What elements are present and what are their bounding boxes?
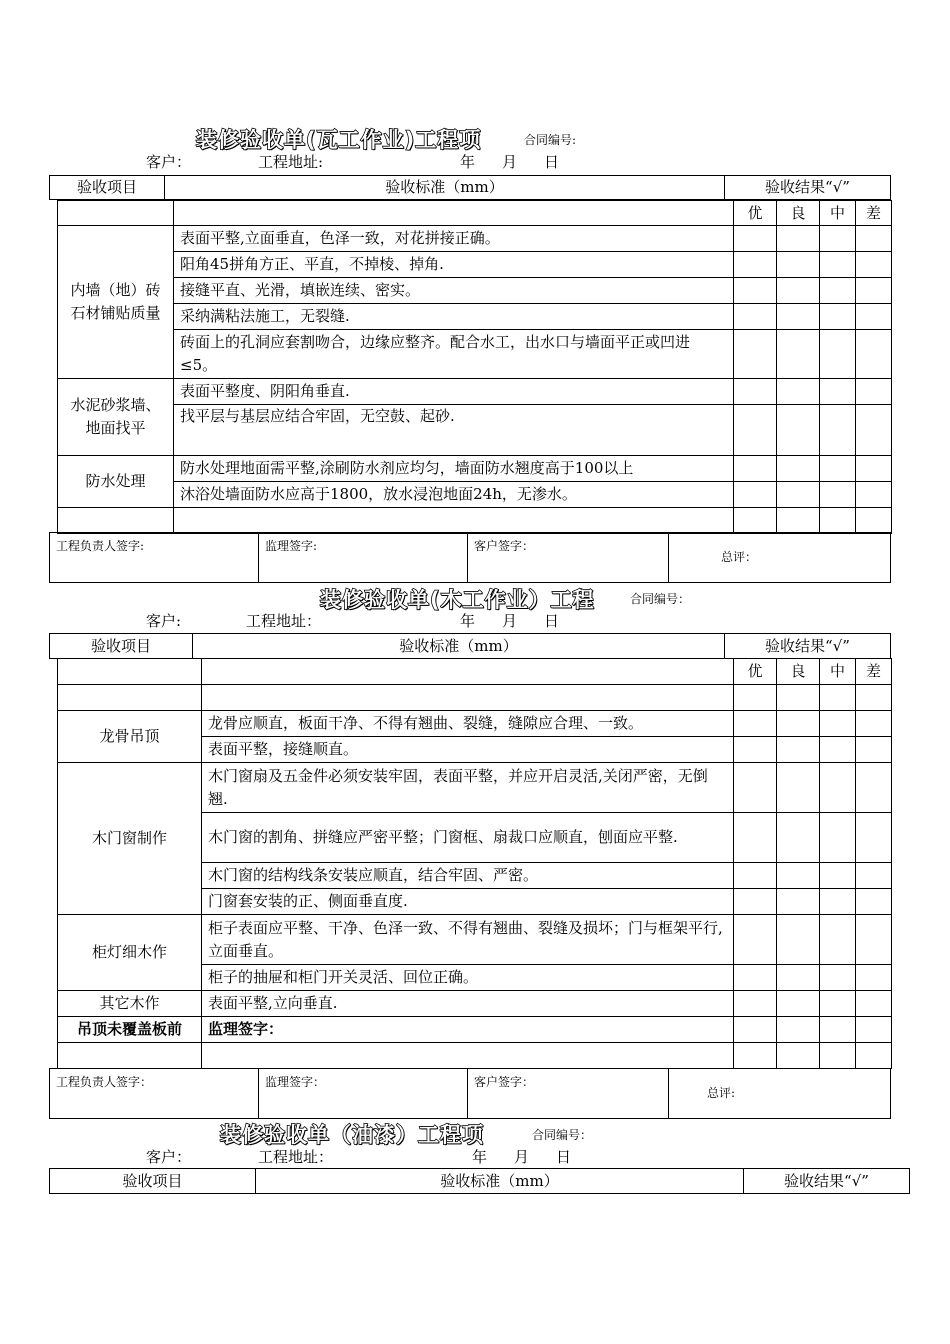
form1-standard-row: 采纳满粘法施工，无裂缝. (174, 304, 734, 330)
form2-standard-row: 木门窗扇及五金件必须安装牢固，表面平整，并应开启灵活,关闭严密，无倒翘. (202, 763, 734, 813)
result-cell[interactable] (820, 813, 856, 863)
form3-month-label: 月 (514, 1148, 530, 1166)
result-cell[interactable] (777, 278, 820, 304)
result-cell[interactable] (734, 991, 777, 1017)
result-cell[interactable] (820, 863, 856, 889)
result-cell[interactable] (856, 304, 892, 330)
result-cell[interactable] (734, 252, 777, 278)
result-cell[interactable] (856, 405, 892, 456)
result-cell[interactable] (856, 813, 892, 863)
result-cell[interactable] (734, 1017, 777, 1043)
result-cell[interactable] (820, 763, 856, 813)
form3-address-label: 工程地址： (258, 1148, 334, 1166)
result-cell[interactable] (856, 456, 892, 482)
form2-blank-cell (58, 1043, 202, 1069)
form2-blank-cell (58, 685, 202, 711)
form2-blank-cell (202, 685, 734, 711)
result-cell[interactable] (856, 763, 892, 813)
form2-standard-row: 木门窗的结构线条安装应顺直，结合牢固、严密。 (202, 863, 734, 889)
form1-blank-cell (174, 508, 734, 534)
result-cell[interactable] (820, 991, 856, 1017)
form3-header-table (49, 1168, 910, 1194)
form2-day-label: 日 (544, 612, 560, 630)
result-cell[interactable] (820, 1017, 856, 1043)
result-cell[interactable] (820, 889, 856, 915)
result-cell[interactable] (820, 508, 856, 534)
form2-group-other: 其它木作 (58, 991, 202, 1017)
form2-standard-row: 柜子的抽屉和柜门开关灵活、回位正确。 (202, 965, 734, 991)
result-cell[interactable] (856, 737, 892, 763)
result-cell[interactable] (856, 1043, 892, 1069)
form2-standard-row: 柜子表面应平整、干净、色泽一致、不得有翘曲、裂缝及损坏；门与框架平行,立面垂直。 (202, 915, 734, 965)
result-cell[interactable] (820, 252, 856, 278)
form1-grade-medium: 中 (820, 201, 856, 226)
result-cell[interactable] (777, 456, 820, 482)
result-cell[interactable] (777, 863, 820, 889)
form1-group-waterproof: 防水处理 (58, 456, 174, 508)
result-cell[interactable] (820, 226, 856, 252)
form1-sign-table (49, 532, 891, 583)
result-cell[interactable] (856, 278, 892, 304)
form2-manager-sign[interactable]: 工程负责人签字： (50, 1069, 259, 1119)
result-cell[interactable] (777, 763, 820, 813)
form1-client-sign[interactable]: 客户签字： (468, 533, 669, 583)
form1-standard-row: 接缝平直、光滑，填嵌连续、密实。 (174, 278, 734, 304)
result-cell[interactable] (734, 685, 777, 711)
form1-month-label: 月 (502, 153, 518, 171)
result-cell[interactable] (856, 252, 892, 278)
result-cell[interactable] (734, 482, 777, 508)
result-cell[interactable] (777, 226, 820, 252)
form3-day-label: 日 (556, 1148, 572, 1166)
result-cell[interactable] (777, 1043, 820, 1069)
result-cell[interactable] (734, 1043, 777, 1069)
form2-title: 装修验收单(木工作业）工程 (320, 588, 595, 612)
form1-standard-row: 表面平整度、阴阳角垂直. (174, 379, 734, 405)
result-cell[interactable] (856, 330, 892, 379)
result-cell[interactable] (777, 379, 820, 405)
result-cell[interactable] (777, 330, 820, 379)
form2-blank-cell (202, 659, 734, 685)
form2-standard-row: 表面平整,立向垂直. (202, 991, 734, 1017)
form1-grade-poor: 差 (856, 201, 892, 226)
result-cell[interactable] (856, 991, 892, 1017)
form2-header-item: 验收项目 (50, 634, 193, 659)
form2-blank-cell (58, 659, 202, 685)
result-cell[interactable] (856, 226, 892, 252)
result-cell[interactable] (856, 1017, 892, 1043)
form2-blank-cell (202, 1043, 734, 1069)
form2-table (57, 658, 892, 1069)
result-cell[interactable] (734, 915, 777, 965)
form2-group-ceiling-check: 吊顶未覆盖板前 (58, 1017, 202, 1043)
form1-standard-row: 阳角45拼角方正、平直，不掉棱、掉角. (174, 252, 734, 278)
result-cell[interactable] (820, 278, 856, 304)
result-cell[interactable] (856, 965, 892, 991)
result-cell[interactable] (856, 889, 892, 915)
result-cell[interactable] (820, 456, 856, 482)
result-cell[interactable] (777, 813, 820, 863)
result-cell[interactable] (777, 965, 820, 991)
form1-blank-cell (58, 201, 174, 226)
result-cell[interactable] (856, 379, 892, 405)
result-cell[interactable] (856, 685, 892, 711)
result-cell[interactable] (777, 685, 820, 711)
result-cell[interactable] (734, 763, 777, 813)
result-cell[interactable] (820, 685, 856, 711)
result-cell[interactable] (734, 863, 777, 889)
result-cell[interactable] (820, 711, 856, 737)
form2-standard-row: 木门窗的割角、拼缝应严密平整；门窗框、扇裁口应顺直，刨面应平整. (202, 813, 734, 863)
form1-address-label: 工程地址: (258, 153, 324, 171)
result-cell[interactable] (777, 1017, 820, 1043)
form2-supervisor-sign[interactable]: 监理签字： (259, 1069, 468, 1119)
form1-header-table (49, 175, 891, 200)
form1-grade-good: 良 (777, 201, 820, 226)
form2-group-doors: 木门窗制作 (58, 763, 202, 915)
form2-address-label: 工程地址： (246, 612, 322, 630)
form1-header-result: 验收结果“√” (725, 176, 891, 200)
form1-blank-cell (174, 201, 734, 226)
result-cell[interactable] (734, 330, 777, 379)
form2-group-ceiling: 龙骨吊顶 (58, 711, 202, 763)
result-cell[interactable] (820, 1043, 856, 1069)
result-cell[interactable] (734, 304, 777, 330)
form1-standard-row: 沐浴处墙面防水应高于1800，放水浸泡地面24h，无渗水。 (174, 482, 734, 508)
form1-year-label: 年 (460, 153, 476, 171)
result-cell[interactable] (777, 482, 820, 508)
form2-client-sign[interactable]: 客户签字： (468, 1069, 669, 1119)
result-cell[interactable] (734, 456, 777, 482)
form2-standard-row: 龙骨应顺直，板面干净、不得有翘曲、裂缝，缝隙应合理、一致。 (202, 711, 734, 737)
result-cell[interactable] (777, 915, 820, 965)
result-cell[interactable] (820, 379, 856, 405)
result-cell[interactable] (734, 711, 777, 737)
form2-sign-table (49, 1068, 891, 1119)
result-cell[interactable] (820, 330, 856, 379)
result-cell[interactable] (734, 813, 777, 863)
result-cell[interactable] (734, 226, 777, 252)
result-cell[interactable] (777, 889, 820, 915)
form1-title: 装修验收单(瓦工作业)工程项 (196, 128, 482, 152)
result-cell[interactable] (856, 711, 892, 737)
form1-standard-row: 防水处理地面需平整,涂刷防水剂应均匀，墙面防水翘度高于100以上 (174, 456, 734, 482)
form2-customer-label: 客户: (146, 612, 182, 630)
form3-title: 装修验收单（油漆）工程项 (220, 1123, 484, 1147)
form2-overall-comment[interactable]: 总评: (669, 1069, 891, 1119)
result-cell[interactable] (777, 737, 820, 763)
form1-header-item: 验收项目 (50, 176, 165, 200)
form2-header-result: 验收结果“√” (725, 634, 891, 659)
result-cell[interactable] (777, 711, 820, 737)
result-cell[interactable] (734, 889, 777, 915)
form1-day-label: 日 (544, 153, 560, 171)
form3-contract-label: 合同编号： (532, 1128, 593, 1142)
form3-header-result: 验收结果“√” (744, 1169, 910, 1194)
form3-header-standard: 验收标准（mm） (256, 1169, 744, 1194)
form1-overall-comment[interactable]: 总评： (669, 533, 891, 583)
form2-group-cabinets: 柜灯细木作 (58, 915, 202, 991)
form2-standard-row: 表面平整，接缝顺直。 (202, 737, 734, 763)
result-cell[interactable] (734, 508, 777, 534)
form1-contract-label: 合同编号: (524, 133, 577, 147)
result-cell[interactable] (734, 965, 777, 991)
form1-header-standard: 验收标准（mm） (165, 176, 725, 200)
result-cell[interactable] (820, 304, 856, 330)
result-cell[interactable] (734, 405, 777, 456)
result-cell[interactable] (820, 482, 856, 508)
form2-grade-excellent: 优 (734, 659, 777, 685)
result-cell[interactable] (856, 508, 892, 534)
result-cell[interactable] (856, 915, 892, 965)
form2-grade-good: 良 (777, 659, 820, 685)
form1-standard-row: 找平层与基层应结合牢固，无空鼓、起砂. (174, 405, 734, 456)
form2-month-label: 月 (502, 612, 518, 630)
result-cell[interactable] (777, 304, 820, 330)
form2-contract-label: 合同编号： (630, 592, 691, 606)
form1-standard-row: 表面平整,立面垂直，色泽一致，对花拼接正确。 (174, 226, 734, 252)
result-cell[interactable] (820, 737, 856, 763)
form2-grade-medium: 中 (820, 659, 856, 685)
form3-header-item: 验收项目 (50, 1169, 256, 1194)
result-cell[interactable] (856, 863, 892, 889)
result-cell[interactable] (777, 508, 820, 534)
result-cell[interactable] (777, 405, 820, 456)
result-cell[interactable] (777, 252, 820, 278)
form1-blank-cell (58, 508, 174, 534)
result-cell[interactable] (856, 482, 892, 508)
result-cell[interactable] (777, 991, 820, 1017)
result-cell[interactable] (820, 915, 856, 965)
result-cell[interactable] (820, 405, 856, 456)
form1-manager-sign[interactable]: 工程负责人签字: (50, 533, 259, 583)
form1-grade-excellent: 优 (734, 201, 777, 226)
form1-group-tile: 内墙（地）砖石材铺贴质量 (58, 226, 174, 379)
form3-customer-label: 客户： (146, 1148, 192, 1166)
result-cell[interactable] (734, 379, 777, 405)
form2-supervisor-row: 监理签字： (202, 1017, 734, 1043)
form3-year-label: 年 (472, 1148, 488, 1166)
form2-year-label: 年 (460, 612, 476, 630)
form2-standard-row: 门窗套安装的正、侧面垂直度. (202, 889, 734, 915)
form1-customer-label: 客户： (146, 153, 192, 171)
result-cell[interactable] (820, 965, 856, 991)
form1-supervisor-sign[interactable]: 监理签字: (259, 533, 468, 583)
result-cell[interactable] (734, 278, 777, 304)
form1-group-cement: 水泥砂浆墙、地面找平 (58, 379, 174, 456)
form2-grade-poor: 差 (856, 659, 892, 685)
form2-header-standard: 验收标准（mm） (193, 634, 725, 659)
form1-table (57, 200, 892, 534)
form1-standard-row: 砖面上的孔洞应套割吻合，边缘应整齐。配合水工，出水口与墙面平正或凹进≤5。 (174, 330, 734, 379)
result-cell[interactable] (734, 737, 777, 763)
form2-header-table (49, 633, 891, 659)
